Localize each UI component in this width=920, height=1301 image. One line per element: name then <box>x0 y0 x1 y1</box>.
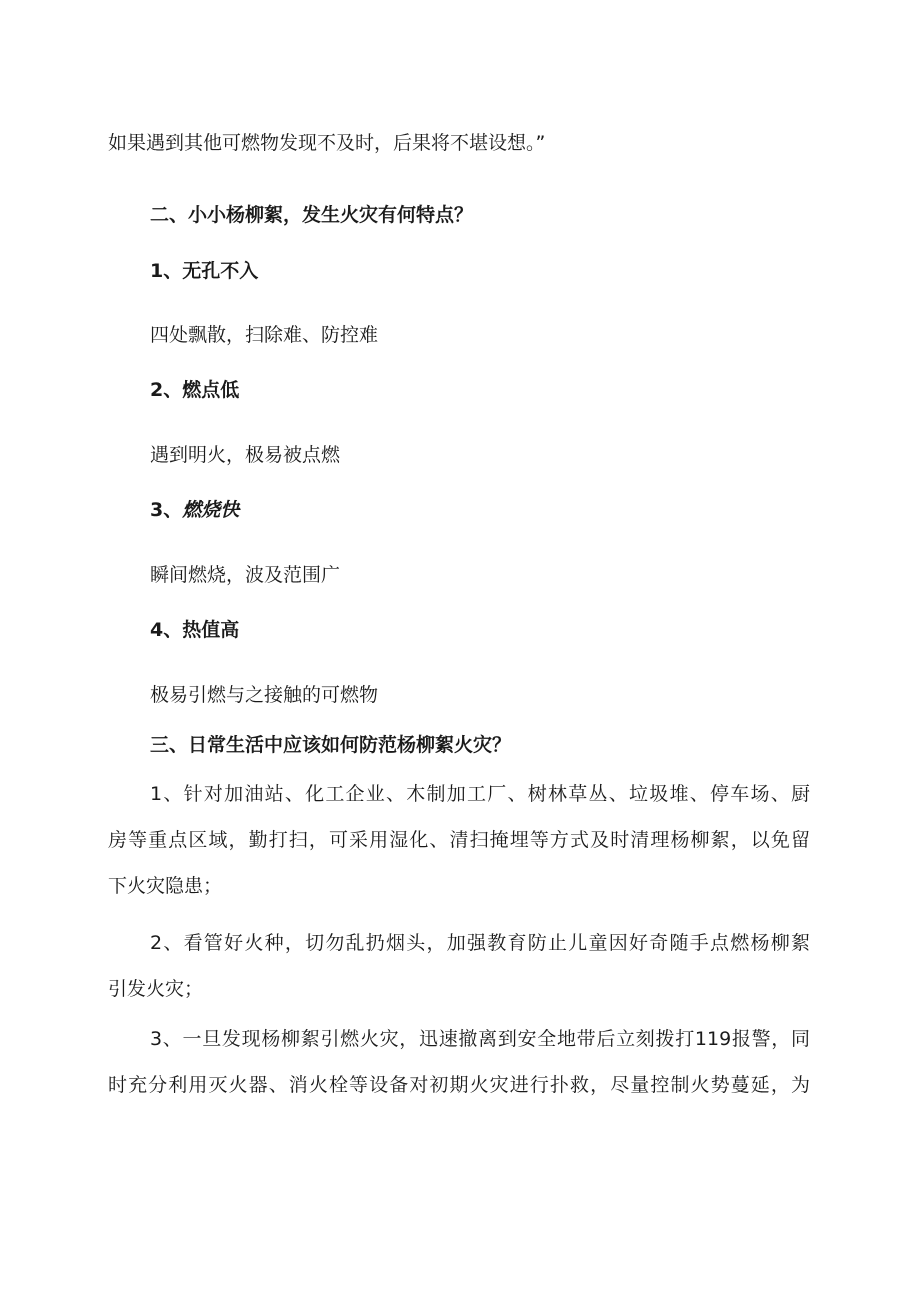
paragraph-3-line-1: 3、一旦发现杨柳絮引燃火灾，迅速撤离到安全地带后立刻拨打119报警，同 <box>150 1028 810 1050</box>
item-3-desc: 瞬间燃烧，波及范围广 <box>150 564 341 586</box>
item-4-title: 4、热值高 <box>150 619 240 641</box>
continuation-text: 如果遇到其他可燃物发现不及时，后果将不堪设想。” <box>108 132 546 154</box>
section-2-heading: 二、小小杨柳絮，发生火灾有何特点？ <box>150 204 474 226</box>
paragraph-2-line-1: 2、看管好火种，切勿乱扔烟头，加强教育防止儿童因好奇随手点燃杨柳絮 <box>150 932 810 954</box>
paragraph-2-line-2: 引发火灾； <box>108 978 204 1000</box>
paragraph-1-line-1: 1、针对加油站、化工企业、木制加工厂、树林草丛、垃圾堆、停车场、厨 <box>150 783 810 805</box>
section-3-heading: 三、日常生活中应该如何防范杨柳絮火灾？ <box>150 734 512 756</box>
item-1-title: 1、无孔不入 <box>150 260 259 282</box>
item-2-desc: 遇到明火，极易被点燃 <box>150 444 341 466</box>
paragraph-3-line-2: 时充分利用灭火器、消火栓等设备对初期火灾进行扑救，尽量控制火势蔓延，为 <box>108 1074 810 1096</box>
item-1-desc: 四处飘散，扫除难、防控难 <box>150 324 379 346</box>
paragraph-1-line-3: 下火灾隐患； <box>108 875 223 897</box>
item-3-title-text: 燃烧快 <box>182 499 240 521</box>
item-4-desc: 极易引燃与之接触的可燃物 <box>150 684 379 706</box>
item-3-number: 3、 <box>150 499 183 521</box>
item-3-title <box>150 498 239 522</box>
item-2-title: 2、燃点低 <box>150 379 240 401</box>
paragraph-1-line-2: 房等重点区域，勤打扫，可采用湿化、清扫掩埋等方式及时清理杨柳絮，以免留 <box>108 829 810 851</box>
